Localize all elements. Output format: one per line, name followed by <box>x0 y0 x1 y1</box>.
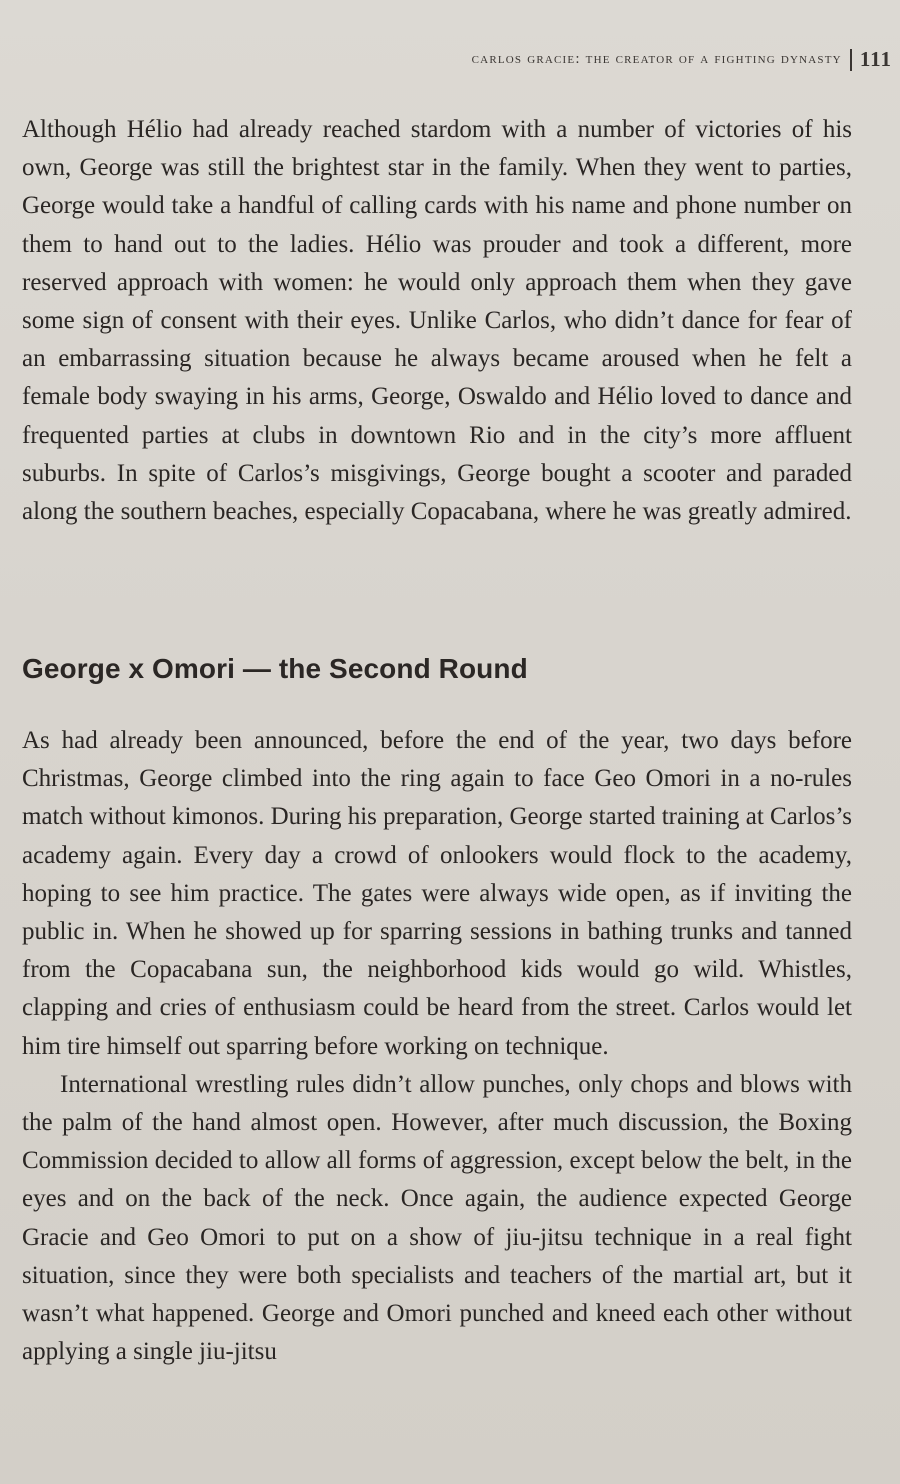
paragraph: As had already been announced, before the end of the year, two days before Christmas, George climbed into the ring again to face Geo Omori in a no-rules match without kimonos. During his preparation, George started training at Carlos’s academy again. Every day a crowd of onlookers would flock to the academy, hoping to see him practice. The gates were always wide open, as if inviting the public in. When he showed up for sparring sessions in bathing trunks and tanned from the Copacabana sun, the neighborhood kids would go wild. Whistles, clapping and cries of enthusiasm could be heard from the street. Carlos would let him tire himself out sparring before working on technique. <box>22 727 852 1060</box>
running-title: carlos gracie: the creator of a fighting dynasty <box>471 51 842 67</box>
page-number: 111 <box>859 47 892 71</box>
paragraph: International wrestling rules didn’t allow punches, only chops and blows with the palm of the hand almost open. However, after much discussion, the Boxing Commission decided to allow all forms of aggression, except below the belt, in the eyes and on the back of the neck. Once again, the audience expected George Gracie and Geo Omori to put on a show of jiu-jitsu technique in a real fight situation, since they were both specialists and teachers of the martial art, but it wasn’t what happened. George and Omori punched and kneed each other without applying a single jiu-jitsu <box>22 1070 852 1366</box>
header-separator <box>850 49 852 71</box>
text-block-after-heading <box>22 722 852 1371</box>
text-block-before-heading <box>22 111 852 531</box>
section-heading: George x Omori — the Second Round <box>22 653 528 684</box>
paragraph: Although Hélio had already reached stardom with a number of victories of his own, George was still the brightest star in the family. When they went to parties, George would take a handful of calling cards with his name and phone number on them to hand out to the ladies. Hélio was prouder and took a different, more reserved approach with women: he would only approach them when they gave some sign of consent with their eyes. Unlike Carlos, who didn’t dance for fear of an embarrassing situation because he always became aroused when he felt a female body swaying in his arms, George, Oswaldo and Hélio loved to dance and frequented parties at clubs in downtown Rio and in the city’s more affluent suburbs. In spite of Carlos’s misgivings, George bought a scooter and paraded along the southern beaches, especially Copacabana, where he was greatly admired. <box>22 116 852 526</box>
running-header <box>472 47 892 72</box>
